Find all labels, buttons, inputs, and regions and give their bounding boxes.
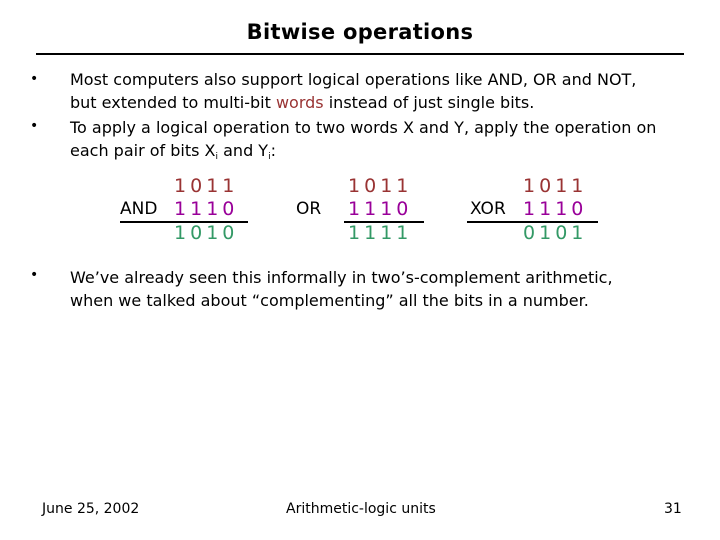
bit: 1 <box>380 222 397 244</box>
bit: 1 <box>539 198 556 220</box>
title-underline <box>36 53 684 55</box>
and-result <box>174 222 238 244</box>
bit: 1 <box>190 198 207 220</box>
xor-label: XOR <box>470 199 506 219</box>
bullet-2 <box>70 116 710 169</box>
bullet-1-line-1: Most computers also support logical operations like AND, OR and NOT, <box>70 70 637 89</box>
or-label: OR <box>296 199 322 219</box>
bullet-2-text: each pair of bits X <box>70 141 216 160</box>
highlight-words: words <box>275 93 324 112</box>
bit: 1 <box>206 198 223 220</box>
bullet-marker: • <box>30 118 39 134</box>
subscript-i: i <box>268 152 271 162</box>
bit: 1 <box>380 198 397 220</box>
xor-operand-1 <box>523 175 587 197</box>
bit: 0 <box>222 198 239 220</box>
bullet-3-line-1: We’ve already seen this informally in two’s-complement arithmetic, <box>70 268 613 287</box>
slide-title: Bitwise operations <box>246 20 474 44</box>
bit: 1 <box>364 222 381 244</box>
bullet-3-line-2: when we talked about “complementing” all the bits in a number. <box>70 291 589 310</box>
bullet-3 <box>70 266 710 312</box>
bit: 0 <box>190 222 207 244</box>
bit: 0 <box>222 222 239 244</box>
bit: 1 <box>555 198 572 220</box>
bit: 1 <box>555 175 572 197</box>
xor-result <box>523 222 587 244</box>
bullet-1 <box>70 68 710 114</box>
bit: 0 <box>555 222 572 244</box>
bit: 1 <box>348 198 365 220</box>
bit: 1 <box>396 175 413 197</box>
bullet-marker: • <box>30 267 39 283</box>
bit: 1 <box>206 175 223 197</box>
bit: 0 <box>571 198 588 220</box>
bullet-1-line-2 <box>70 91 710 114</box>
bullet-2-text-end: : <box>270 141 276 160</box>
bit: 0 <box>364 175 381 197</box>
bullet-2-line-1: To apply a logical operation to two words X and Y, apply the operation on <box>70 118 657 137</box>
bit: 1 <box>571 175 588 197</box>
bit: 1 <box>348 175 365 197</box>
footer-date: June 25, 2002 <box>42 501 140 517</box>
bit: 0 <box>523 222 540 244</box>
and-label: AND <box>120 199 158 219</box>
or-result <box>348 222 412 244</box>
and-operand-1 <box>174 175 238 197</box>
bit: 0 <box>190 175 207 197</box>
bullet-2-text-mid: and Y <box>218 141 269 160</box>
bit: 1 <box>222 175 239 197</box>
bit: 1 <box>206 222 223 244</box>
bit: 1 <box>571 222 588 244</box>
bullet-2-line-2 <box>70 139 710 169</box>
bit: 1 <box>523 198 540 220</box>
bit: 1 <box>174 175 191 197</box>
footer-topic: Arithmetic-logic units <box>286 501 436 517</box>
subscript-i: i <box>215 152 219 162</box>
bit: 1 <box>174 222 191 244</box>
and-operand-2 <box>174 198 238 220</box>
bullet-marker: • <box>30 71 39 87</box>
bullet-1-text-end: instead of just single bits. <box>323 93 535 112</box>
bit: 1 <box>364 198 381 220</box>
or-operand-1 <box>348 175 412 197</box>
or-operand-2 <box>348 198 412 220</box>
bit: 1 <box>348 222 365 244</box>
bit: 1 <box>380 175 397 197</box>
bit: 1 <box>539 222 556 244</box>
bit: 1 <box>396 222 413 244</box>
bit: 1 <box>174 198 191 220</box>
footer-page-number: 31 <box>664 501 682 517</box>
bit: 1 <box>523 175 540 197</box>
bit: 0 <box>539 175 556 197</box>
xor-operand-2 <box>523 198 587 220</box>
bullet-1-text: but extended to multi-bit <box>70 93 276 112</box>
bit: 0 <box>396 198 413 220</box>
